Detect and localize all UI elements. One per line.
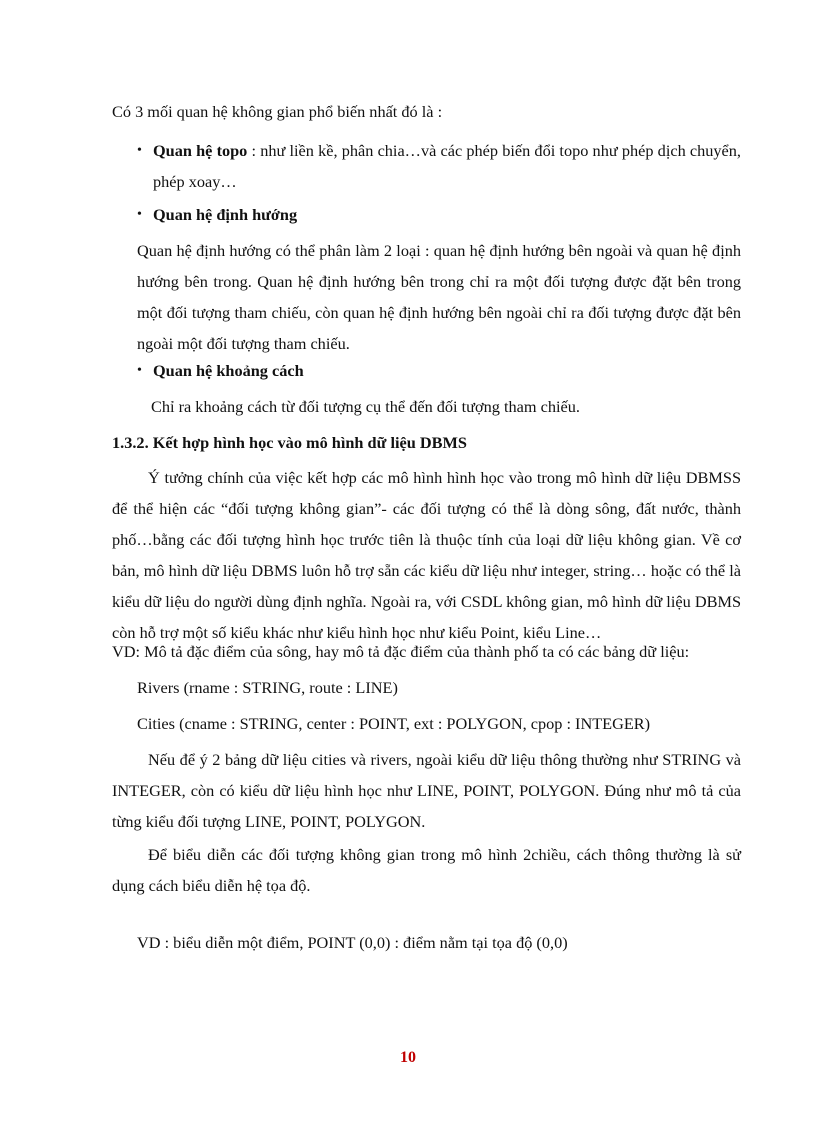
cities-schema: Cities (cname : STRING, center : POINT, ext : POLYGON, cpop : INTEGER) (137, 714, 651, 733)
bullet-distance-title: Quan hệ khoảng cách (153, 361, 304, 380)
section-heading: 1.3.2. Kết hợp hình học vào mô hình dữ liệu DBMS (112, 433, 467, 452)
rivers-schema: Rivers (rname : STRING, route : LINE) (137, 678, 398, 697)
example-intro: VD: Mô tả đặc điểm của sông, hay mô tả đặc điểm của thành phố ta có các bảng dữ liệu: (112, 642, 690, 661)
bullet-dot: • (137, 143, 142, 158)
section-paragraph-1: Ý tưởng chính của việc kết hợp các mô hình hình học vào trong mô hình dữ liệu DBMSS để thể hiện các “đối tượng không gian”- các đối tượng có thể là dòng sông, đất nước, thành phố…bằng các đối tượng hình học trước tiên là thuộc tính của loại dữ liệu không gian. Về cơ bản, mô hình dữ liệu DBMS luôn hỗ trợ sẵn các kiểu dữ liệu như integer, string… hoặc có thể là kiểu dữ liệu do người dùng định nghĩa. Ngoài ra, với CSDL không gian, mô hình dữ liệu DBMS còn hỗ trợ một số kiểu khác như kiểu hình học như kiểu Point, kiểu Line… (112, 468, 741, 642)
direction-paragraph: Quan hệ định hướng có thể phân làm 2 loại : quan hệ định hướng bên ngoài và quan hệ định hướng bên trong. Quan hệ định hướng bên trong chỉ ra một đối tượng được đặt bên trong một đối tượng tham chiếu, còn quan hệ định hướng bên ngoài chỉ ra đối tượng được đặt bên ngoài một đối tượng tham chiếu. (137, 241, 741, 353)
bullet-topo-title: Quan hệ topo (153, 141, 248, 160)
section-paragraph-2: Nếu để ý 2 bảng dữ liệu cities và rivers, ngoài kiểu dữ liệu thông thường như STRING và INTEGER, còn có kiểu dữ liệu hình học như LINE, POINT, POLYGON. Đúng như mô tả của từng kiểu đối tượng LINE, POINT, POLYGON. (112, 750, 741, 831)
bullet-dot: • (137, 363, 142, 378)
intro-line: Có 3 mối quan hệ không gian phổ biến nhất đó là : (112, 102, 443, 121)
distance-paragraph: Chỉ ra khoảng cách từ đối tượng cụ thể đến đối tượng tham chiếu. (151, 397, 580, 416)
example-point: VD : biểu diễn một điểm, POINT (0,0) : điểm nằm tại tọa độ (0,0) (137, 933, 568, 952)
bullet-direction-title: Quan hệ định hướng (153, 205, 298, 224)
section-paragraph-3: Để biểu diễn các đối tượng không gian trong mô hình 2chiều, cách thông thường là sử dụng cách biểu diễn hệ tọa độ. (112, 845, 741, 895)
bullet-topo (153, 135, 741, 197)
bullet-topo-text: : như liền kề, phân chia…và các phép biến đổi topo như phép dịch chuyển, phép xoay… (153, 141, 741, 191)
bullet-dot: • (137, 207, 142, 222)
page-number: 10 (400, 1049, 416, 1066)
